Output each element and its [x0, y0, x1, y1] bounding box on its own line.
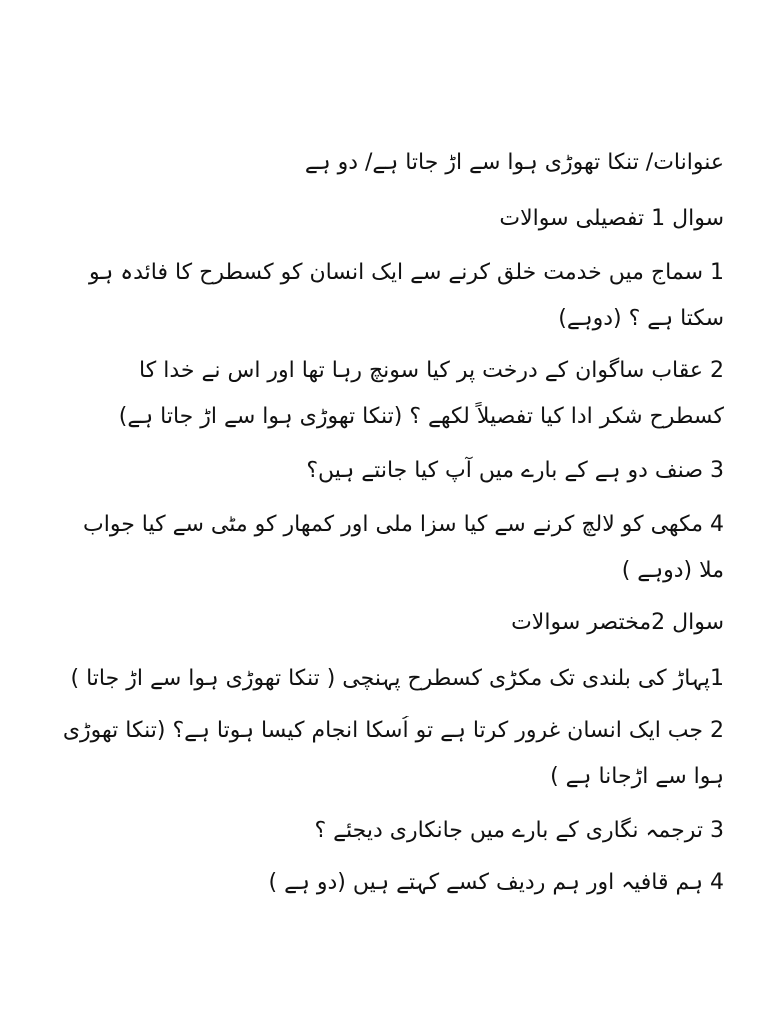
- question-1-line-2: سکتا ہے ؟ (دوہے): [558, 306, 724, 331]
- question-4-line-2: ملا (دوہے ): [621, 558, 724, 583]
- question-1-line-1: 1 سماج میں خدمت خلق کرنے سے ایک انسان کو کسطرح کا فائدہ ہو: [88, 260, 724, 285]
- question-2-line-2: کسطرح شکر ادا کیا تفصیلاً لکھے ؟ (تنکا تھوڑی ہوا سے اڑ جاتا ہے): [118, 404, 724, 429]
- short-question-1: 1پہاڑ کی بلندی تک مکڑی کسطرح پہنچی ( تنکا تھوڑی ہوا سے اڑ جاتا ): [70, 666, 724, 691]
- question-2-line-1: 2 عقاب ساگوان کے درخت پر کیا سونچ رہا تھا اور اس نے خدا کا: [139, 358, 724, 383]
- short-question-3: 3 ترجمہ نگاری کے بارے میں جانکاری دیجئے ؟: [314, 818, 724, 843]
- short-question-2-line-2: ہوا سے اڑجانا ہے ): [550, 764, 724, 789]
- topics-line: عنوانات/ تنکا تھوڑی ہوا سے اڑ جاتا ہے/ دو ہے: [304, 150, 724, 175]
- short-question-4: 4 ہم قافیہ اور ہم ردیف کسے کہتے ہیں (دو ہے ): [268, 870, 724, 895]
- section-2-heading: سوال 2مختصر سوالات: [511, 610, 724, 635]
- short-question-2-line-1: 2 جب ایک انسان غرور کرتا ہے تو اُسکا انجام کیسا ہوتا ہے؟ (تنکا تھوڑی: [62, 718, 724, 743]
- section-1-heading: سوال 1 تفصیلی سوالات: [499, 206, 724, 231]
- cutoff-line-fragment: [40, 922, 724, 932]
- question-3: 3 صنف دو ہے کے بارے میں آپ کیا جانتے ہیں؟: [306, 458, 724, 483]
- question-4-line-1: 4 مکھی کو لالچ کرنے سے کیا سزا ملی اور کمھار کو مٹی سے کیا جواب: [83, 512, 724, 537]
